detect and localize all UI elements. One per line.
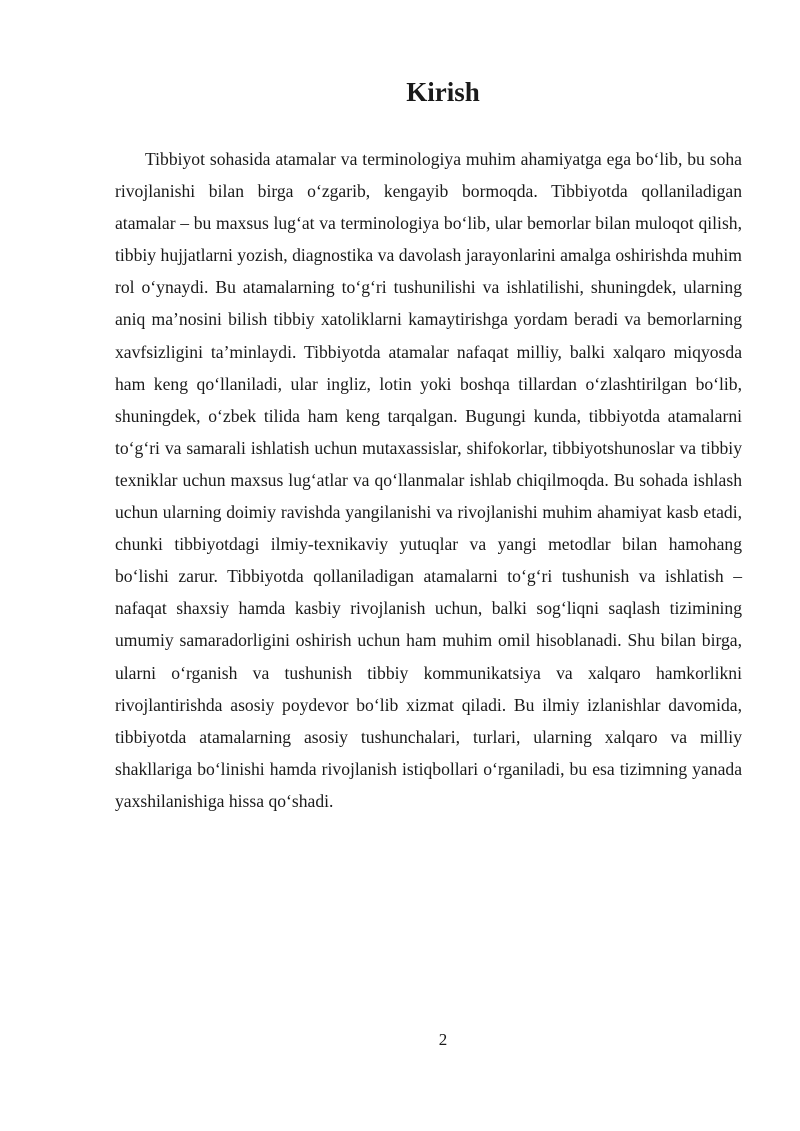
body-paragraph: Tibbiyot sohasida atamalar va terminologiya muhim ahamiyatga ega bo‘lib, bu soha rivojlanishi bilan birga o‘zgarib, kengayib bormoqda. Tibbiyotda qollaniladigan atamalar – bu maxsus lug‘at va terminologiya bo‘lib, ular bemorlar bilan muloqot qilish, tibbiy hujjatlarni yozish, diagnostika va davolash jarayonlarini amalga oshirishda muhim rol o‘ynaydi. Bu atamalarning to‘g‘ri tushunilishi va ishlatilishi, shuningdek, ularning aniq ma’nosini bilish tibbiy xatoliklarni kamaytirishga yordam beradi va bemorlarning xavfsizligini ta’minlaydi. Tibbiyotda atamalar nafaqat milliy, balki xalqaro miqyosda ham keng qo‘llaniladi, ular ingliz, lotin yoki boshqa tillardan o‘zlashtirilgan bo‘lib, shuningdek, o‘zbek tilida ham keng tarqalgan. Bugungi kunda, tibbiyotda atamalarni to‘g‘ri va samarali ishlatish uchun mutaxassislar, shifokorlar, tibbiyotshunoslar va tibbiy texniklar uchun maxsus lug‘atlar va qo‘llanmalar ishlab chiqilmoqda. Bu sohada ishlash uchun ularning doimiy ravishda yangilanishi va rivojlanishi muhim ahamiyat kasb etadi, chunki tibbiyotdagi ilmiy-texnikaviy yutuqlar va yangi metodlar bilan hamohang bo‘lishi zarur. Tibbiyotda qollaniladigan atamalarni to‘g‘ri tushunish va ishlatish – nafaqat shaxsiy hamda kasbiy rivojlanish uchun, balki sog‘liqni saqlash tizimining umumiy samaradorligini oshirish uchun ham muhim omil hisoblanadi. Shu bilan birga, ularni o‘rganish va tushunish tibbiy kommunikatsiya va xalqaro hamkorlikni rivojlantirishda asosiy poydevor bo‘lib xizmat qiladi. Bu ilmiy izlanishlar davomida, tibbiyotda atamalarning asosiy tushunchalari, turlari, ularning xalqaro va milliy shakllariga bo‘linishi hamda rivojlanish istiqbollari o‘rganiladi, bu esa tizimning yanada yaxshilanishiga hissa qo‘shadi. [115, 149, 742, 811]
page-number: 2 [438, 1030, 448, 1049]
page-title: Kirish [406, 77, 480, 107]
